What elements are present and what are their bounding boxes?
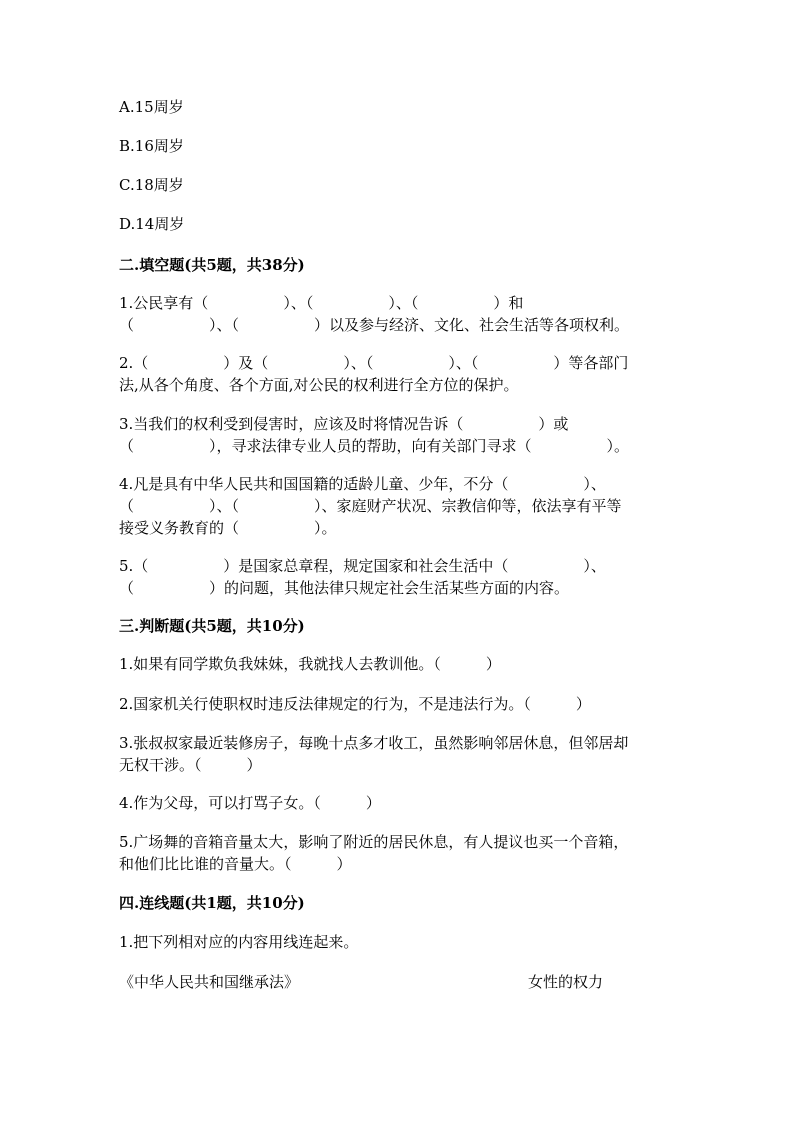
s3-q3-line1: 3.张叔叔家最近装修房子，每晚十点多才收工，虽然影响邻居休息，但邻居却 — [119, 734, 629, 752]
option-b: B.16周岁 — [119, 137, 184, 155]
s3-q1: 1.如果有同学欺负我妹妹，我就找人去教训他。（ ） — [119, 655, 501, 673]
s2-q4-line1: 4.凡是具有中华人民共和国国籍的适龄儿童、少年，不分（ ）、 — [119, 475, 606, 493]
s2-q4-line2: （ ）、（ ）、家庭财产状况、宗教信仰等，依法享有平等 — [119, 497, 622, 515]
s3-q3-line2: 无权干涉。（ ） — [119, 756, 262, 774]
s2-q1-line2: （ ）、（ ）以及参与经济、文化、社会生活等各项权利。 — [119, 316, 630, 334]
s4-q1: 1.把下列相对应的内容用线连起来。 — [119, 933, 359, 951]
section3-heading: 三.判断题(共5题，共10分) — [119, 617, 305, 635]
option-a: A.15周岁 — [119, 98, 184, 116]
s2-q1-line1: 1.公民享有（ ）、（ ）、（ ）和 — [119, 294, 524, 312]
s2-q2-line2: 法,从各个角度、各个方面,对公民的权利进行全方位的保护。 — [119, 376, 519, 394]
section4-heading: 四.连线题(共1题，共10分) — [119, 894, 305, 912]
section2-heading: 二.填空题(共5题，共38分) — [119, 256, 305, 274]
option-c: C.18周岁 — [119, 176, 184, 194]
match-left-item: 《中华人民共和国继承法》 — [119, 973, 300, 991]
s2-q4-line3: 接受义务教育的（ ）。 — [119, 519, 337, 537]
s3-q5-line1: 5.广场舞的音箱音量太大，影响了附近的居民休息，有人提议也买一个音箱， — [119, 833, 629, 851]
s2-q3-line2: （ ），寻求法律专业人员的帮助，向有关部门寻求（ ）。 — [119, 437, 630, 455]
option-d: D.14周岁 — [119, 215, 185, 233]
s3-q4: 4.作为父母，可以打骂子女。（ ） — [119, 794, 381, 812]
s2-q5-line2: （ ）的问题，其他法律只规定社会生活某些方面的内容。 — [119, 579, 570, 597]
s3-q2: 2.国家机关行使职权时违反法律规定的行为，不是违法行为。（ ） — [119, 695, 591, 713]
s3-q5-line2: 和他们比比谁的音量大。（ ） — [119, 855, 352, 873]
match-right-item: 女性的权力 — [528, 973, 604, 991]
s2-q5-line1: 5.（ ）是国家总章程，规定国家和社会生活中（ ）、 — [119, 557, 606, 575]
s2-q2-line1: 2.（ ）及（ ）、（ ）、（ ）等各部门 — [119, 354, 629, 372]
s2-q3-line1: 3.当我们的权利受到侵害时，应该及时将情况告诉（ ）或 — [119, 415, 569, 433]
